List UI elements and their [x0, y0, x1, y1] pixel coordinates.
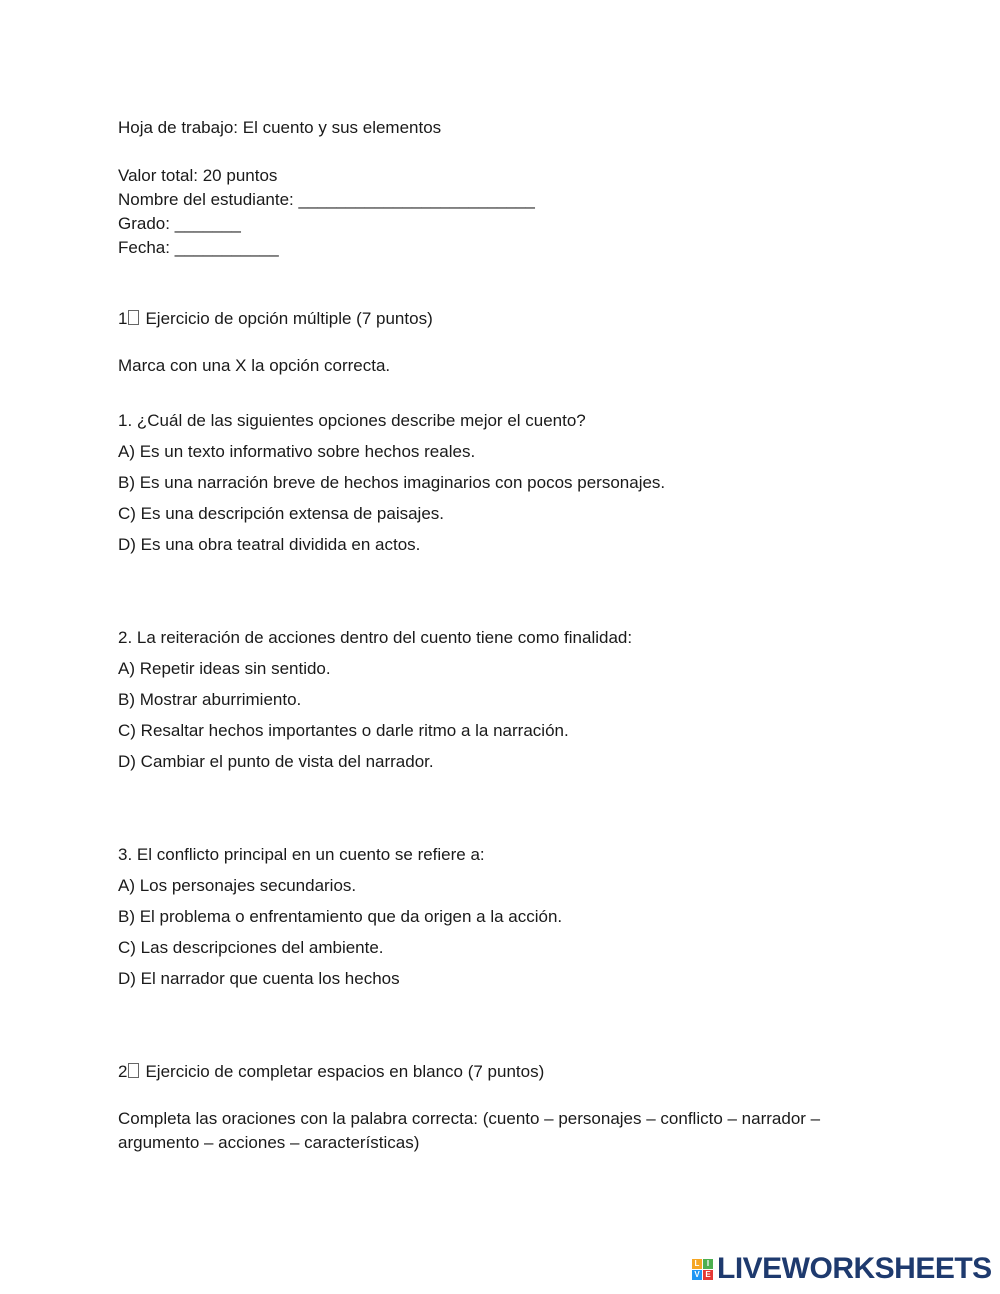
grade-field: Grado: _______	[118, 214, 241, 233]
section1-instruction: Marca con una X la opción correcta.	[118, 356, 391, 375]
question-1-option-d: D) Es una obra teatral dividida en actos.	[118, 535, 421, 554]
badge-letter-l: L	[692, 1259, 702, 1269]
student-name-field: Nombre del estudiante: _________________________	[118, 190, 535, 209]
question-1-option-c: C) Es una descripción extensa de paisajes.	[118, 504, 445, 523]
badge-letter-v: V	[692, 1270, 702, 1280]
section1-heading	[118, 309, 433, 329]
question-1: 1. ¿Cuál de las siguientes opciones describe mejor el cuento?	[118, 411, 586, 430]
total-value: Valor total: 20 puntos	[118, 166, 278, 185]
question-3-option-a: A) Los personajes secundarios.	[118, 876, 357, 895]
question-2-option-c: C) Resaltar hechos importantes o darle ritmo a la narración.	[118, 721, 569, 740]
question-2-option-d: D) Cambiar el punto de vista del narrador.	[118, 752, 434, 771]
question-3-option-d: D) El narrador que cuenta los hechos	[118, 969, 400, 988]
question-1-option-b: B) Es una narración breve de hechos imaginarios con pocos personajes.	[118, 473, 666, 492]
page-title: Hoja de trabajo: El cuento y sus elementos	[118, 118, 442, 137]
section1-title: Ejercicio de opción múltiple (7 puntos)	[145, 309, 433, 328]
live-badge-icon	[692, 1259, 713, 1280]
question-3-option-c: C) Las descripciones del ambiente.	[118, 938, 384, 957]
emoji-box-icon	[128, 1063, 139, 1078]
section2-instruction: Completa las oraciones con la palabra correcta: (cuento – personajes – conflicto – narrador – argumento – acciones – características)	[118, 1109, 821, 1152]
section1-number: 1	[118, 309, 128, 328]
badge-letter-i: I	[703, 1259, 713, 1269]
logo-text: LIVEWORKSHEETS	[717, 1252, 992, 1285]
emoji-box-icon	[128, 310, 139, 325]
date-field: Fecha: ___________	[118, 238, 279, 257]
section2-title: Ejercicio de completar espacios en blanco (7 puntos)	[145, 1062, 545, 1081]
liveworksheets-logo	[692, 1253, 992, 1285]
question-2: 2. La reiteración de acciones dentro del cuento tiene como finalidad:	[118, 628, 633, 647]
question-2-option-b: B) Mostrar aburrimiento.	[118, 690, 302, 709]
question-1-option-a: A) Es un texto informativo sobre hechos reales.	[118, 442, 476, 461]
question-3-option-b: B) El problema o enfrentamiento que da origen a la acción.	[118, 907, 563, 926]
section2-heading	[118, 1062, 544, 1082]
question-2-option-a: A) Repetir ideas sin sentido.	[118, 659, 331, 678]
badge-letter-e: E	[703, 1270, 713, 1280]
section2-number: 2	[118, 1062, 128, 1081]
question-3: 3. El conflicto principal en un cuento se refiere a:	[118, 845, 485, 864]
